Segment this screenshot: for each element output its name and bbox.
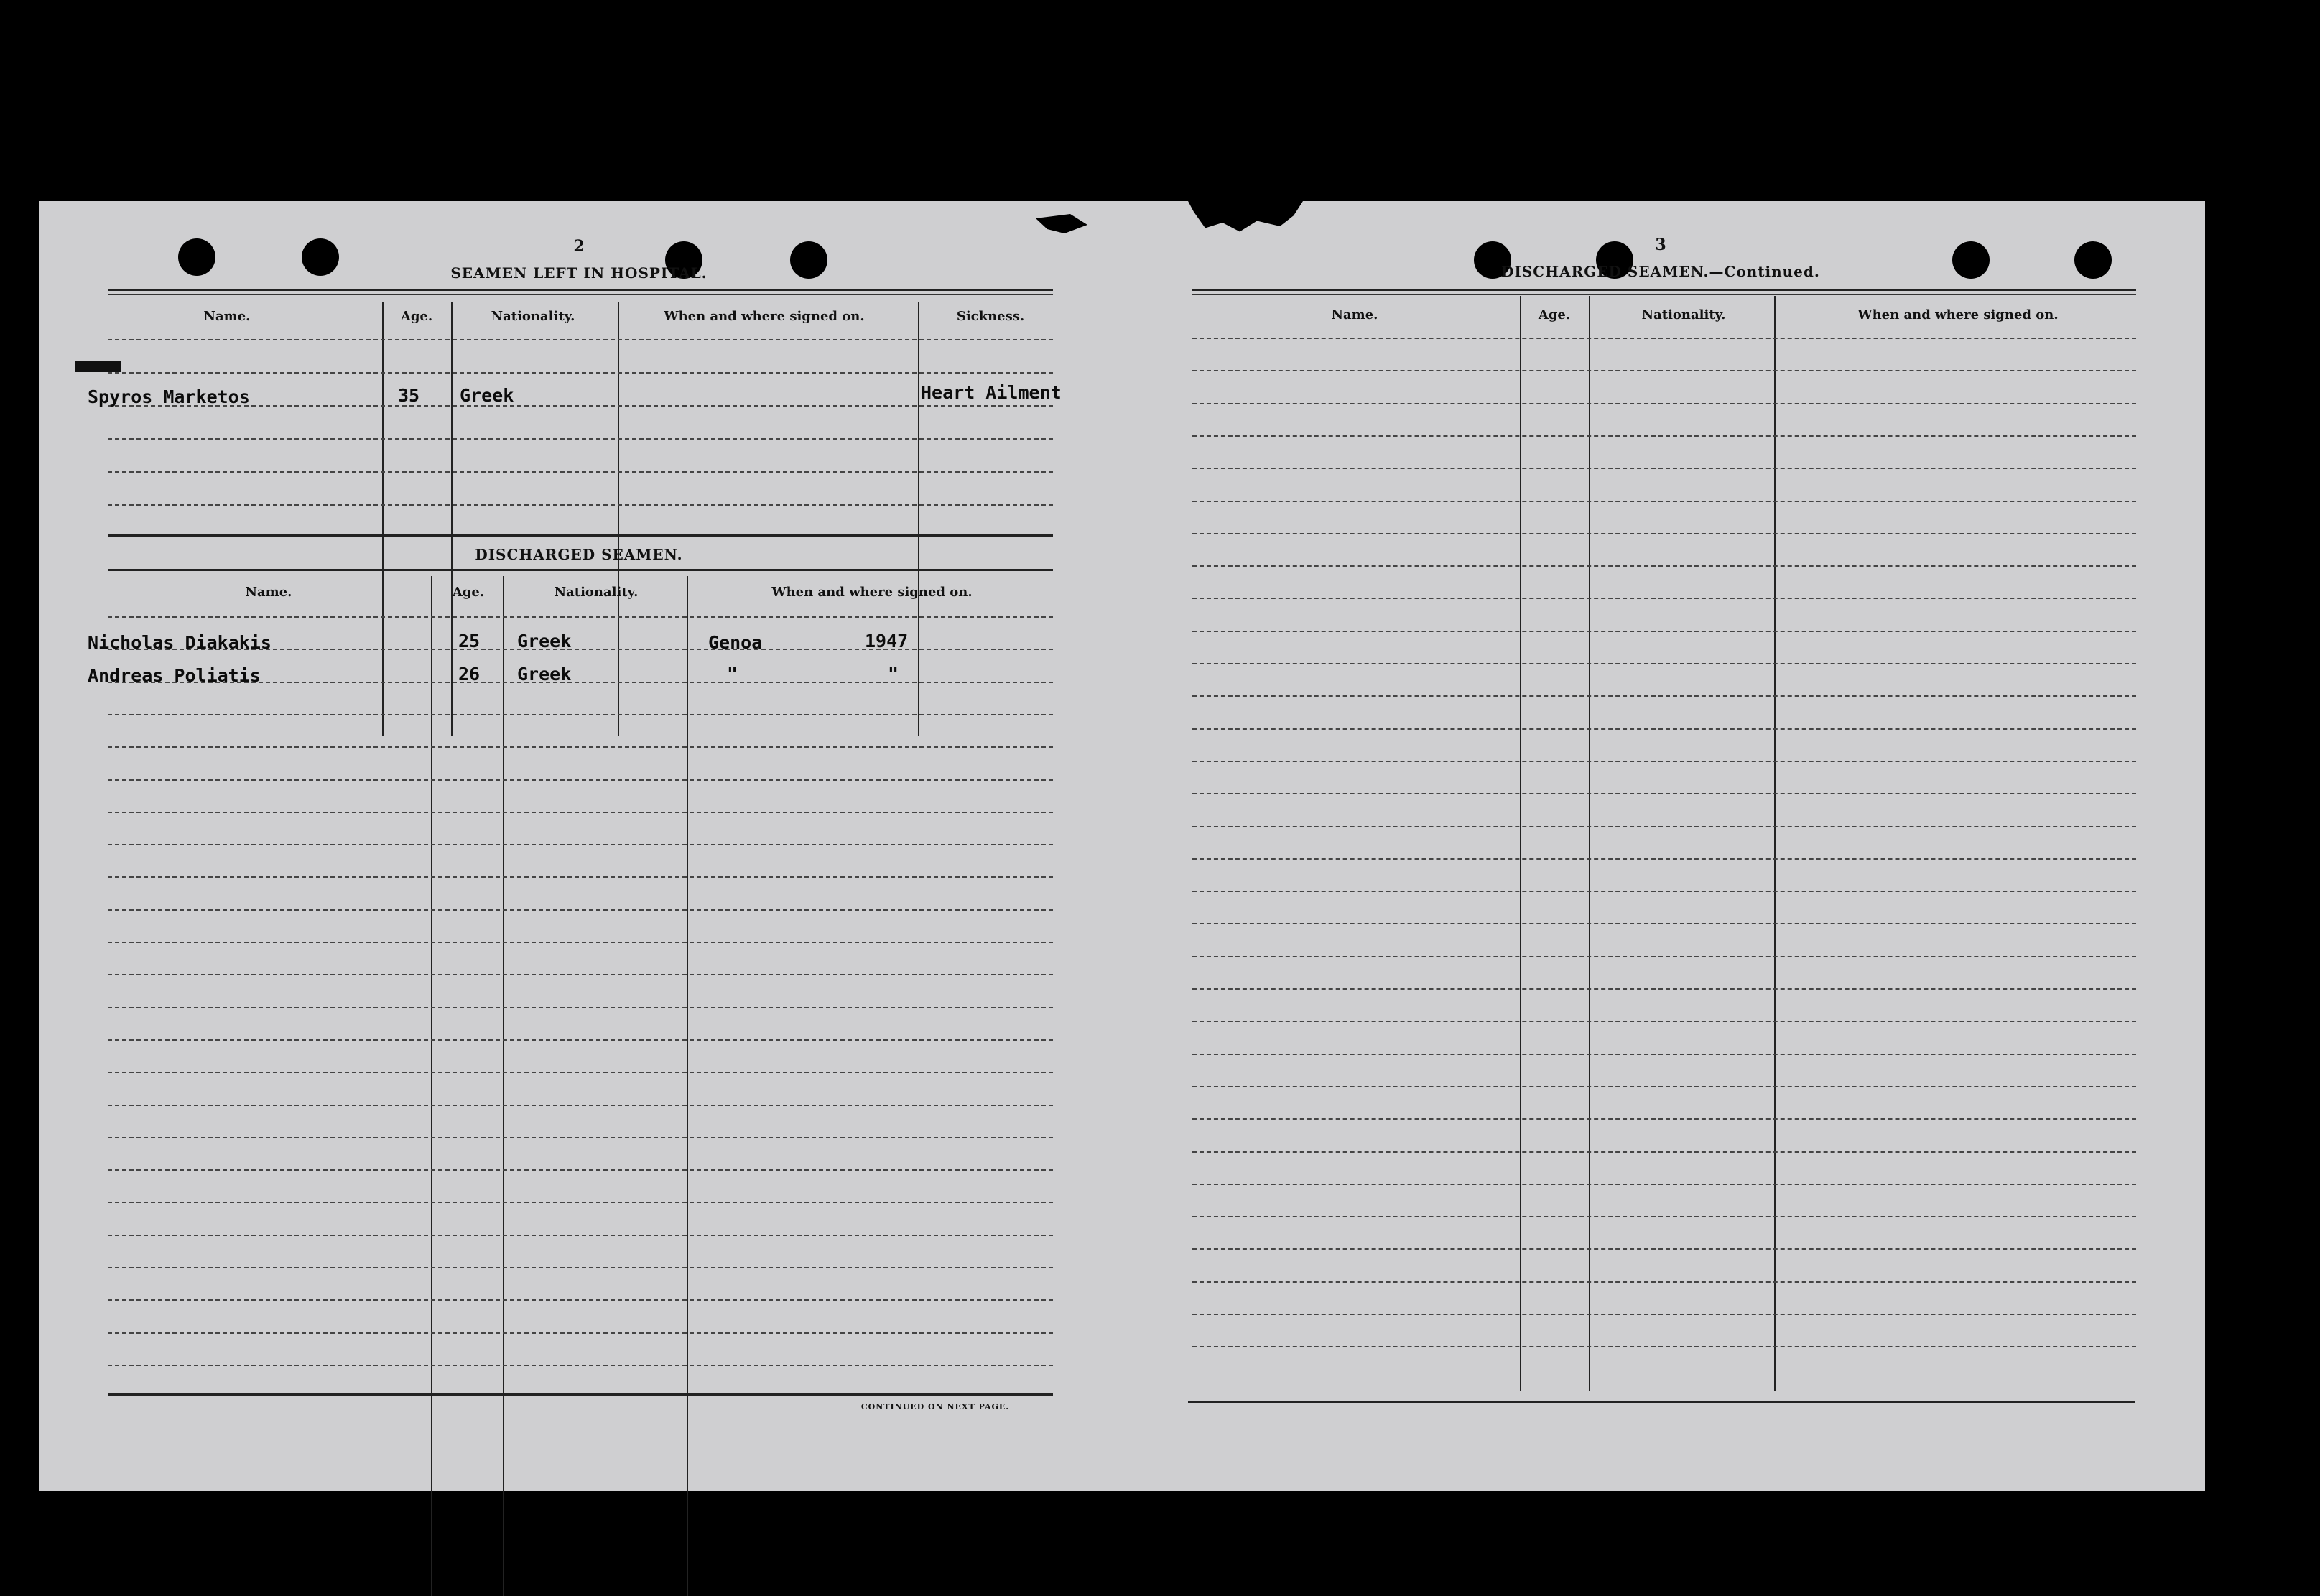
row-line [1192, 663, 2136, 664]
right-page-title: DISCHARGED SEAMEN.—Continued. [1501, 263, 1820, 280]
discharged-top-rule [108, 569, 1053, 571]
hospital-col-line-3 [618, 302, 619, 736]
discharged-row-1-nationality: Greek [517, 631, 572, 651]
hospital-section-title: SEAMEN LEFT IN HOSPITAL. [450, 264, 707, 282]
right-header-name: Name. [1331, 307, 1378, 323]
punch-hole-7 [1952, 241, 1990, 279]
discharged-row-2-year: " [888, 664, 899, 685]
document-page [39, 201, 2205, 1491]
row-line [108, 844, 1053, 845]
hospital-col-line-2 [451, 302, 453, 736]
row-line [108, 1169, 1053, 1171]
row-line [1192, 728, 2136, 730]
discharged-row-2-nationality: Greek [517, 664, 572, 685]
hospital-row-line [108, 438, 1053, 440]
row-line [108, 779, 1053, 781]
row-line [108, 1072, 1053, 1073]
row-line [1192, 565, 2136, 567]
row-line [1192, 1281, 2136, 1283]
right-header-signed-on: When and where signed on. [1857, 307, 2059, 323]
discharged-row-1-place: Genoa [708, 632, 763, 653]
discharged-row-2-name: Andreas Poliatis [88, 665, 261, 686]
discharged-section-title: DISCHARGED SEAMEN. [475, 546, 683, 563]
row-line [1192, 1054, 2136, 1055]
punch-hole-1 [178, 238, 215, 276]
row-line [1192, 793, 2136, 794]
right-col-line-1 [1520, 296, 1521, 1391]
row-line [1192, 435, 2136, 437]
right-top-rule [1192, 289, 2136, 291]
right-col-line-3 [1774, 296, 1776, 1391]
discharged-col-line-2 [503, 576, 504, 1596]
redaction-mark [75, 361, 121, 372]
row-line [108, 1105, 1053, 1106]
hospital-row-nationality: Greek [460, 385, 514, 406]
row-line [1192, 501, 2136, 502]
row-line [1192, 761, 2136, 762]
row-line [108, 1235, 1053, 1236]
row-line [108, 1267, 1053, 1268]
punch-hole-2 [302, 238, 339, 276]
discharged-row-2-age: 26 [458, 664, 481, 685]
discharged-header-name: Name. [245, 585, 292, 600]
row-line [1192, 631, 2136, 632]
discharged-row-1-name: Nicholas Diakakis [88, 632, 272, 653]
row-line [1192, 533, 2136, 534]
row-line [1192, 988, 2136, 990]
row-line [1192, 891, 2136, 892]
hospital-row-sickness: Heart Ailment [921, 382, 1062, 403]
hospital-row-line [108, 471, 1053, 473]
row-line [1192, 1346, 2136, 1347]
row-line [108, 942, 1053, 943]
row-line [108, 1299, 1053, 1301]
row-line [1192, 923, 2136, 924]
row-line [1192, 1021, 2136, 1022]
row-line [1192, 695, 2136, 697]
row-line [108, 876, 1053, 878]
row-line [108, 714, 1053, 715]
row-line [1192, 598, 2136, 599]
row-line [108, 1202, 1053, 1203]
discharged-row-1-year: 1947 [865, 631, 909, 651]
hospital-top-rule [108, 289, 1053, 291]
row-line [1192, 858, 2136, 860]
punch-hole-4 [790, 241, 827, 279]
continued-footer: CONTINUED ON NEXT PAGE. [860, 1402, 1010, 1411]
row-line [1192, 826, 2136, 827]
hospital-header-age: Age. [400, 309, 433, 324]
row-line [108, 1039, 1053, 1041]
row-line [108, 746, 1053, 748]
row-line [1192, 403, 2136, 404]
row-line [1192, 1086, 2136, 1087]
right-header-age: Age. [1538, 307, 1571, 323]
row-line [1192, 956, 2136, 957]
torn-edge-fragment [1030, 214, 1087, 236]
left-page-number: 2 [573, 237, 585, 256]
hospital-row-age: 35 [398, 385, 420, 406]
hospital-header-sickness: Sickness. [956, 309, 1025, 324]
row-line [108, 812, 1053, 813]
hospital-row-line [108, 372, 1053, 374]
torn-edge [1188, 201, 1303, 237]
row-line [108, 1137, 1053, 1138]
row-line [1192, 1118, 2136, 1120]
hospital-header-nationality: Nationality. [491, 309, 575, 324]
row-line [108, 616, 1053, 618]
discharged-header-signed-on: When and where signed on. [771, 585, 973, 600]
discharged-col-line-3 [687, 576, 688, 1596]
row-line [1192, 338, 2136, 339]
row-line [1192, 1151, 2136, 1153]
discharged-row-2-place: " [727, 664, 738, 685]
discharged-col-line-1 [431, 576, 432, 1596]
right-top-rule-2 [1192, 294, 2136, 295]
discharged-header-age: Age. [452, 585, 485, 600]
punch-hole-8 [2074, 241, 2112, 279]
row-line [1192, 370, 2136, 371]
hospital-header-line [108, 339, 1053, 340]
discharged-header-nationality: Nationality. [554, 585, 639, 600]
hospital-header-signed-on: When and where signed on. [664, 309, 865, 324]
discharged-bottom-rule [108, 1393, 1053, 1396]
hospital-bottom-rule [108, 534, 1053, 537]
row-line [1192, 468, 2136, 469]
hospital-top-rule-2 [108, 294, 1053, 295]
row-line [1192, 1248, 2136, 1250]
hospital-col-line-4 [918, 302, 919, 736]
discharged-row-1-age: 25 [458, 631, 481, 651]
row-line [108, 1007, 1053, 1008]
hospital-row-line [108, 504, 1053, 506]
row-line [108, 1365, 1053, 1366]
right-bottom-rule [1188, 1401, 2135, 1403]
row-line [1192, 1184, 2136, 1185]
hospital-row-name: Spyros Marketos [88, 386, 250, 407]
right-page-number: 3 [1655, 236, 1666, 254]
row-line [108, 909, 1053, 911]
right-col-line-2 [1589, 296, 1590, 1391]
row-line [108, 974, 1053, 975]
hospital-header-name: Name. [203, 309, 251, 324]
hospital-col-line-1 [382, 302, 384, 736]
row-line [1192, 1314, 2136, 1315]
row-line [108, 1332, 1053, 1334]
row-line [1192, 1216, 2136, 1217]
right-header-nationality: Nationality. [1641, 307, 1726, 323]
